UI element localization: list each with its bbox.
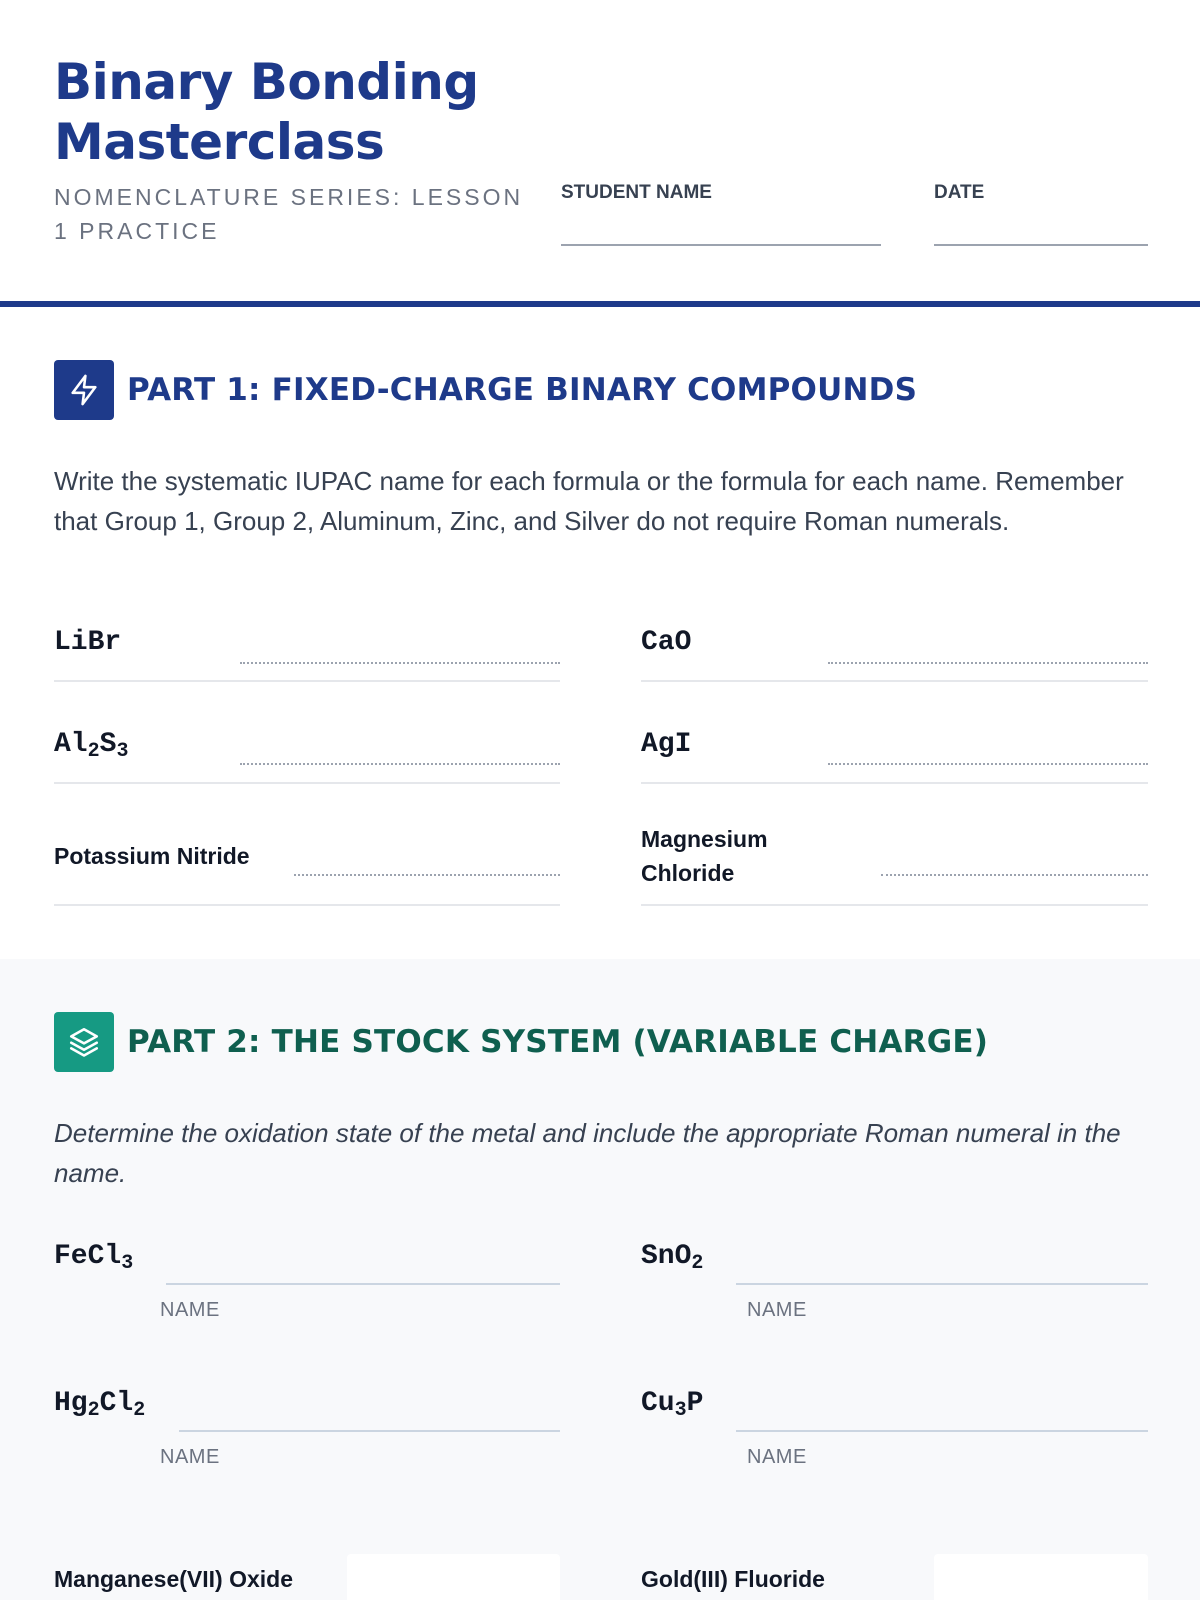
answer-blank[interactable] <box>294 874 560 876</box>
formula-hg2cl2: $Hg_2Cl_2$ <box>54 1388 146 1422</box>
formula-cao: CaO <box>641 627 692 658</box>
row-divider <box>54 904 560 906</box>
formula-al2s3: $Al_2S_3$ <box>54 729 129 763</box>
name-answer-line[interactable] <box>179 1430 560 1432</box>
part1-section <box>0 307 1200 959</box>
name-label: NAME <box>160 1299 220 1321</box>
worksheet-title: Binary Bonding Masterclass <box>54 53 479 171</box>
formula-cu3p: $Cu_3P$ <box>641 1388 704 1422</box>
date-field[interactable] <box>934 244 1148 246</box>
answer-blank[interactable] <box>240 662 560 664</box>
name-label: NAME <box>747 1446 807 1468</box>
name-answer-line[interactable] <box>166 1283 560 1285</box>
formula-answer-box[interactable] <box>347 1554 560 1600</box>
name-answer-line[interactable] <box>736 1430 1148 1432</box>
name-answer-line[interactable] <box>736 1283 1148 1285</box>
answer-blank[interactable] <box>828 662 1148 664</box>
student-name-label: STUDENT NAME <box>561 182 712 203</box>
answer-blank[interactable] <box>828 763 1148 765</box>
name-label: NAME <box>747 1299 807 1321</box>
formula-answer-box[interactable] <box>934 1554 1148 1600</box>
part1-instructions: Write the systematic IUPAC name for each formula or the formula for each name. Remember that Group 1, Group 2, Aluminum, Zinc, and Silver do not require Roman numerals. <box>54 466 1124 536</box>
name-magnesium-chloride: Magnesium Chloride <box>641 826 768 886</box>
worksheet-subtitle: NOMENCLATURE SERIES: LESSON 1 PRACTICE <box>54 184 524 244</box>
part2-instructions: Determine the oxidation state of the metal and include the appropriate Roman numeral in the name. <box>54 1118 1121 1188</box>
row-divider <box>54 782 560 784</box>
lightning-bolt-icon <box>54 360 114 420</box>
name-label: NAME <box>160 1446 220 1468</box>
layers-icon <box>54 1012 114 1072</box>
date-label: DATE <box>934 182 985 203</box>
name-manganese-vii-oxide: Manganese(VII) Oxide <box>54 1566 294 1592</box>
part1-title: PART 1: FIXED-CHARGE BINARY COMPOUNDS <box>127 372 918 408</box>
worksheet-header <box>0 0 1200 307</box>
formula-libr: LiBr <box>54 627 122 658</box>
answer-blank[interactable] <box>881 874 1148 876</box>
part2-title: PART 2: THE STOCK SYSTEM (VARIABLE CHARGE) <box>127 1024 989 1060</box>
row-divider <box>641 680 1148 682</box>
name-gold-iii-fluoride: Gold(III) Fluoride <box>641 1566 825 1592</box>
row-divider <box>641 904 1148 906</box>
part2-section <box>0 959 1200 1600</box>
formula-sno2: SnO$_2$ <box>641 1241 704 1275</box>
formula-fecl3: FeCl$_3$ <box>54 1241 134 1275</box>
student-name-field[interactable] <box>561 244 881 246</box>
row-divider <box>54 680 560 682</box>
row-divider <box>641 782 1148 784</box>
formula-agi: AgI <box>641 729 692 760</box>
answer-blank[interactable] <box>240 763 560 765</box>
name-potassium-nitride: Potassium Nitride <box>54 843 250 869</box>
